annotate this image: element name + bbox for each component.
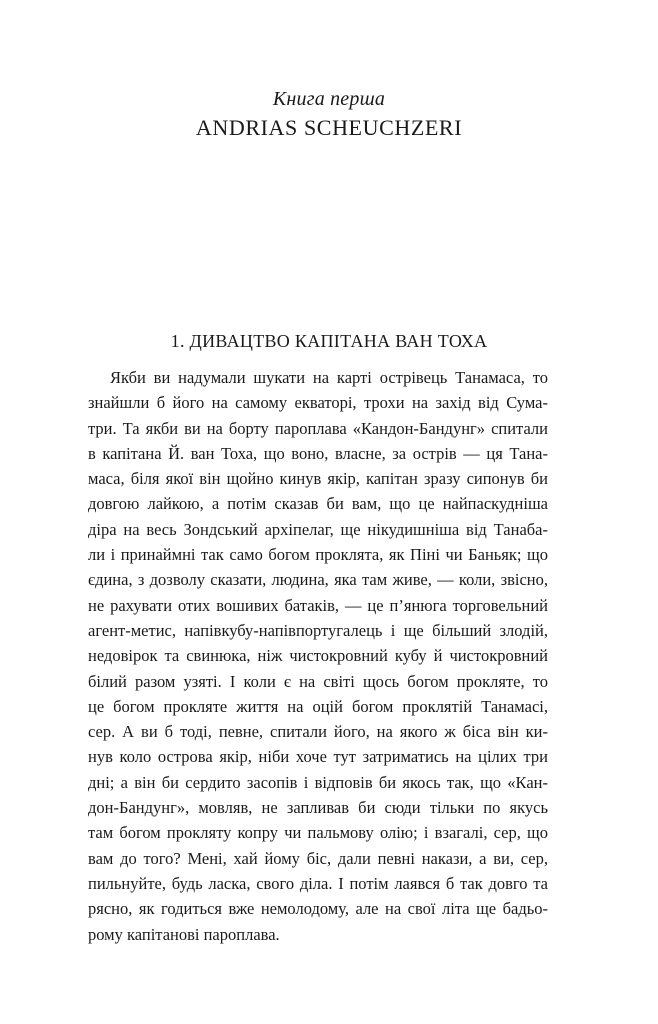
text-line: сер. А ви б тоді, певне, спитали його, на якого ж біса він ки- (88, 722, 548, 742)
book-title: ANDRIAS SCHEUCHZERI (195, 115, 463, 140)
text-line: ли і принаймні так само богом проклята, як Піні чи Баньяк; що (88, 545, 548, 565)
text-line: це богом прокляте життя на оцій богом проклятій Танамасі, (88, 696, 548, 716)
text-line: там богом прокляту копру чи пальмову олію; і взагалі, сер, що (88, 823, 548, 843)
text-line: в капітана Й. ван Тоха, що воно, власне, за острів — ця Тана- (88, 443, 548, 463)
text-line: дон-Бандунг», мовляв, не запливав би сюди тільки по якусь (88, 798, 548, 818)
text-line: знайшли б його на самому екваторі, трохи на захід від Сума- (88, 393, 548, 413)
text-line: не рахувати отих вошивих батаків, — це п’янюга торговельний (88, 595, 548, 615)
chapter-title: 1. ДИВАЦТВО КАПІТАНА ВАН ТОХА (170, 331, 488, 351)
text-line: маса, біля якої він щойно кинув якір, капітан зразу сипонув би (88, 469, 548, 489)
text-line: вам до того? Мені, хай йому біс, дали певні накази, а ви, сер, (88, 848, 548, 868)
text-line: Якби ви надумали шукати на карті острівець Танамаса, то (110, 368, 548, 387)
text-line: діра на весь Зондський архіпелаг, ще нікудишніша від Танаба- (88, 519, 548, 539)
book-label: Книга перша (272, 88, 386, 110)
text-line: довгою лайкою, а потім сказав би вам, що це найпаскудніша (88, 494, 548, 514)
text-line: три. Та якби ви на борту пароплава «Кандон-Бандунг» спитали (88, 418, 548, 438)
text-line: недовірок та свинюка, ніж чистокровний кубу й чистокровний (88, 646, 548, 666)
chapter-body (88, 365, 548, 947)
book-heading (0, 86, 658, 142)
text-line: рому капітанові пароплава. (88, 924, 280, 944)
text-line: нув коло острова якір, ніби хоче тут затриматись на цілих три (88, 747, 548, 767)
text-line: рясно, як годиться вже немолодому, але на свої літа ще бадьо- (88, 899, 548, 919)
text-line: агент-метис, напівкубу-напівпортугалець і ще більший злодій, (88, 620, 548, 640)
text-line: дні; а він би сердито засопів і відповів би якось так, що «Кан- (88, 772, 548, 792)
text-line: єдина, з дозволу сказати, людина, яка там живе, — коли, звісно, (88, 570, 548, 590)
text-line: білий разом узяті. І коли є на світі щось богом прокляте, то (88, 671, 548, 691)
text-line: пильнуйте, будь ласка, свого діла. І потім лаявся б так довго та (88, 873, 548, 893)
